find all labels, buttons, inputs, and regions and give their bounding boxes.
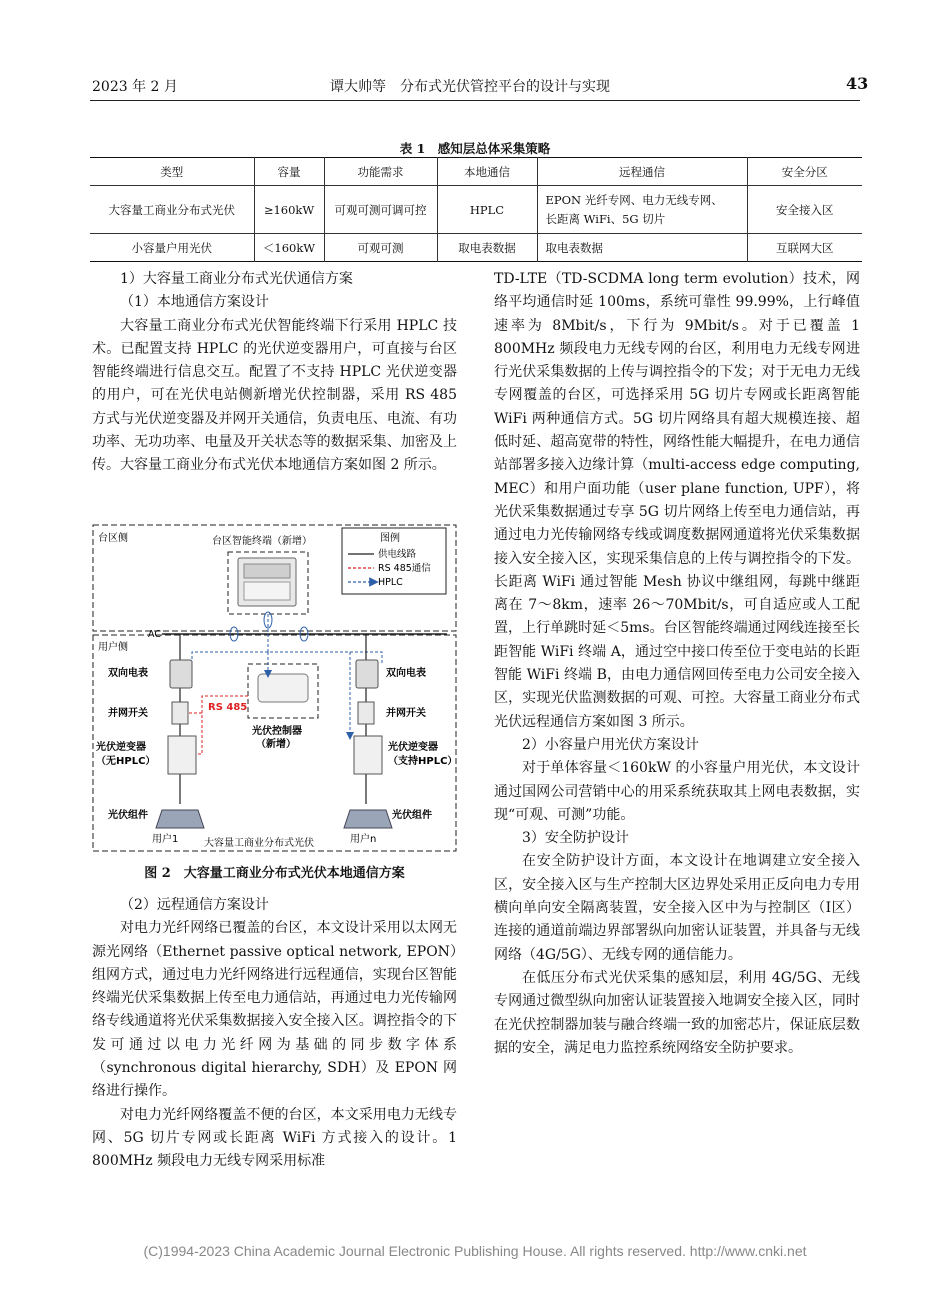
pv-right-icon xyxy=(344,810,392,828)
table-cell: 安全接入区 xyxy=(776,202,834,217)
area-side-label: 台区侧 xyxy=(98,533,128,544)
paragraph: 对于单体容量＜160kW 的小容量户用光伏，本文设计通过国网公司营销中心的用采系统获取其上网电表数据，实现“可观、可测”功能。 xyxy=(494,760,860,823)
meter-right-icon xyxy=(356,660,378,688)
table-header-cell: 类型 xyxy=(90,158,254,186)
remote-line-2: 长距离 WiFi、5G 切片 xyxy=(545,211,666,226)
switch-left-label: 并网开关 xyxy=(108,708,148,719)
table-cell xyxy=(537,234,747,262)
header-title: 谭大帅等 分布式光伏管控平台的设计与实现 xyxy=(330,79,610,95)
table-header-cell: 远程通信 xyxy=(537,158,747,186)
left-column-top xyxy=(92,268,457,478)
table-header-cell: 安全分区 xyxy=(781,164,828,179)
strategy-table xyxy=(90,157,862,262)
paragraph: 在低压分布式光伏采集的感知层，利用 4G/5G、无线专网通过微型纵向加密认证装置接入地调安全接入区，同时在光伏控制器加装与融合终端一致的加密芯片，保证底层数据的安全，满足电力监控系统网络安全防护要求。 xyxy=(494,969,860,1056)
table-header-cell: 本地通信 xyxy=(437,158,537,186)
paragraph: 对电力光纤网络覆盖不便的台区，本文采用电力无线专网、5G 切片专网或长距离 WiFi 方式接入的设计。1 800MHz 频段电力无线专网采用标准 xyxy=(92,1106,457,1170)
paragraph: TD-LTE（TD-SCDMA long term evolution）技术，网络平均通信时延 100ms，系统可靠性 99.99%，上行峰值速率为 8Mbit/s，下行为 9Mbit/s。对于已覆盖 1 800MHz 频段电力无线专网的台区，利用电力无线专网进行光伏采集数据的上传与调控指令的下发；对于无电力无线专网覆盖的台区，可选择采用 5G 切片专网或长距离智能 WiFi 两种通信方式。5G 切片网络具有超大规模连接、超低时延、超高宽带的特性，网络性能大幅提升，在电力通信站部署多接入边缘计算（multi-access edge computing, MEC）和用户面功能（user plane function, UPF），将光伏采集数据通过专享 5G 切片网络上传至电力通信站，再通过电力光传输网络专线或调度数据网通道将光伏采集数据接入安全接入区，实现采集信息的上传与调控指令的下发。长距离 WiFi 通过智能 Mesh 协议中继组网，每跳中继距离在 7～8km，速率 26～70Mbit/s，可自适应或人工配置，上行单跳时延＜5ms。台区智能终端通过网线连接至长距智能 WiFi 终端 A，通过空中接口传至位于变电站的长距智能 WiFi 终端 B，由电力通信网回传至电力公司安全接入区，实现光伏监测数据的可观、可控。大容量工商业分布式光伏远程通信方案如图 3 所示。 xyxy=(494,271,860,730)
table-cell: 互联网大区 xyxy=(776,240,834,255)
rs485-label: RS 485 xyxy=(208,702,248,713)
table-title: 表 1 感知层总体采集策略 xyxy=(399,141,551,156)
remote-line-1: EPON 光纤专网、电力无线专网、 xyxy=(545,192,723,207)
paragraph: 大容量工商业分布式光伏智能终端下行采用 HPLC 技术。已配置支持 HPLC 的光伏逆变器用户，可直接与台区智能终端进行信息交互。配置了不支持 HPLC 光伏逆变器的用户，可在光伏电站侧新增光伏控制器，采用 RS 485 方式与光伏逆变器及并网开关通信，负责电压、电流、有功功率、无功功率、电量及开关状态等的数据采集、加密及上传。大容量工商业分布式光伏本地通信方案如图 2 所示。 xyxy=(92,317,457,474)
switch-right-label: 并网开关 xyxy=(386,708,426,719)
inverter-right-icon xyxy=(354,736,382,774)
section-heading: 2）小容量户用光伏方案设计 xyxy=(522,736,699,753)
meter-left-label: 双向电表 xyxy=(108,668,148,679)
table-cell: 可观可测可调可控 xyxy=(324,186,437,234)
communication-diagram xyxy=(92,524,457,854)
table-cell: 可观可测 xyxy=(324,234,437,262)
paragraph: 对电力光纤网络已覆盖的台区，本文设计采用以太网无源光网络（Ethernet passive optical network, EPON）组网方式，通过电力光纤网络进行远程通信，实现台区智能终端光伏采集数据上传至电力通信站，再通过电力光传输网络专线通道将光伏采集数据接入安全接入区。调控指令的下发可通过以电力光纤网为基础的同步数字体系（synchronous digital hierarchy, SDH）及 EPON 网络进行操作。 xyxy=(92,920,457,1100)
section-heading: 3）安全防护设计 xyxy=(522,830,629,847)
switch-right-icon xyxy=(358,702,374,724)
legend-power: 供电线路 xyxy=(378,549,417,560)
table-cell: 小容量户用光伏 xyxy=(90,234,254,262)
table-header-row xyxy=(90,158,862,186)
user-side-label: 用户侧 xyxy=(98,642,128,653)
controller-label-2: （新增） xyxy=(256,739,296,750)
subsection-heading: （2）远程通信方案设计 xyxy=(120,897,269,913)
table-cell: 取电表数据 xyxy=(437,234,537,262)
left-column-bottom xyxy=(92,894,457,1174)
table-cell: HPLC xyxy=(437,186,537,234)
subsection-heading: （1）本地通信方案设计 xyxy=(120,294,269,311)
inverter-left-label-1: 光伏逆变器 xyxy=(96,742,146,753)
inverter-right-label-1: 光伏逆变器 xyxy=(388,742,438,753)
figure-caption: 图 2 大容量工商业分布式光伏本地通信方案 xyxy=(144,866,405,881)
table-header-cell: 功能需求 xyxy=(324,158,437,186)
header-date: 2023 年 2 月 xyxy=(92,79,178,95)
section-heading: 1）大容量工商业分布式光伏通信方案 xyxy=(120,271,353,287)
table-cell xyxy=(537,186,747,234)
inverter-left-label-2: （无HPLC） xyxy=(96,756,156,767)
table-row xyxy=(90,186,862,234)
pv-right-label: 光伏组件 xyxy=(392,810,432,821)
copyright-footer: (C)1994-2023 China Academic Journal Electronic Publishing House. All rights reserved. http://www.cnki.net xyxy=(143,1243,807,1259)
remote-line-1: 取电表数据 xyxy=(545,240,603,255)
table-cell: 大容量工商业分布式光伏 xyxy=(90,186,254,234)
meter-left-icon xyxy=(170,660,192,688)
pv-left-icon xyxy=(156,810,204,828)
legend-title: 图例 xyxy=(380,533,400,544)
user1-label: 用户1 xyxy=(152,834,179,845)
inverter-left-icon xyxy=(168,736,196,774)
hplc-path xyxy=(192,652,382,664)
controller-icon xyxy=(258,674,308,702)
figure-2 xyxy=(92,524,457,854)
table-cell: ＜160kW xyxy=(254,234,324,262)
table-cell: ≥160kW xyxy=(254,186,324,234)
header-rule xyxy=(90,100,860,101)
inverter-right-label-2: （支持HPLC） xyxy=(388,756,457,767)
page-number: 43 xyxy=(846,74,869,93)
right-column xyxy=(494,268,860,1060)
meter-right-label: 双向电表 xyxy=(386,668,426,679)
legend-rs485: RS 485通信 xyxy=(378,563,431,574)
switch-left-icon xyxy=(172,702,188,724)
table-header-cell: 容量 xyxy=(254,158,324,186)
bottom-label: 大容量工商业分布式光伏 xyxy=(204,838,314,849)
ac-label: AC xyxy=(148,629,161,640)
pv-left-label: 光伏组件 xyxy=(108,810,148,821)
terminal-label: 台区智能终端（新增） xyxy=(212,536,312,547)
controller-label-1: 光伏控制器 xyxy=(252,726,302,737)
usern-label: 用户n xyxy=(350,834,377,845)
legend-hplc: HPLC xyxy=(378,577,403,588)
table-row xyxy=(90,234,862,262)
paragraph: 在安全防护设计方面，本文设计在地调建立安全接入区，安全接入区与生产控制大区边界处采用正反向电力专用横向单向安全隔离装置，安全接入区中为与控制区（Ⅰ区）连接的通道前端边界部署纵向加密认证装置，并具备与无线网络（4G/5G）、无线专网的通信能力。 xyxy=(494,853,860,963)
